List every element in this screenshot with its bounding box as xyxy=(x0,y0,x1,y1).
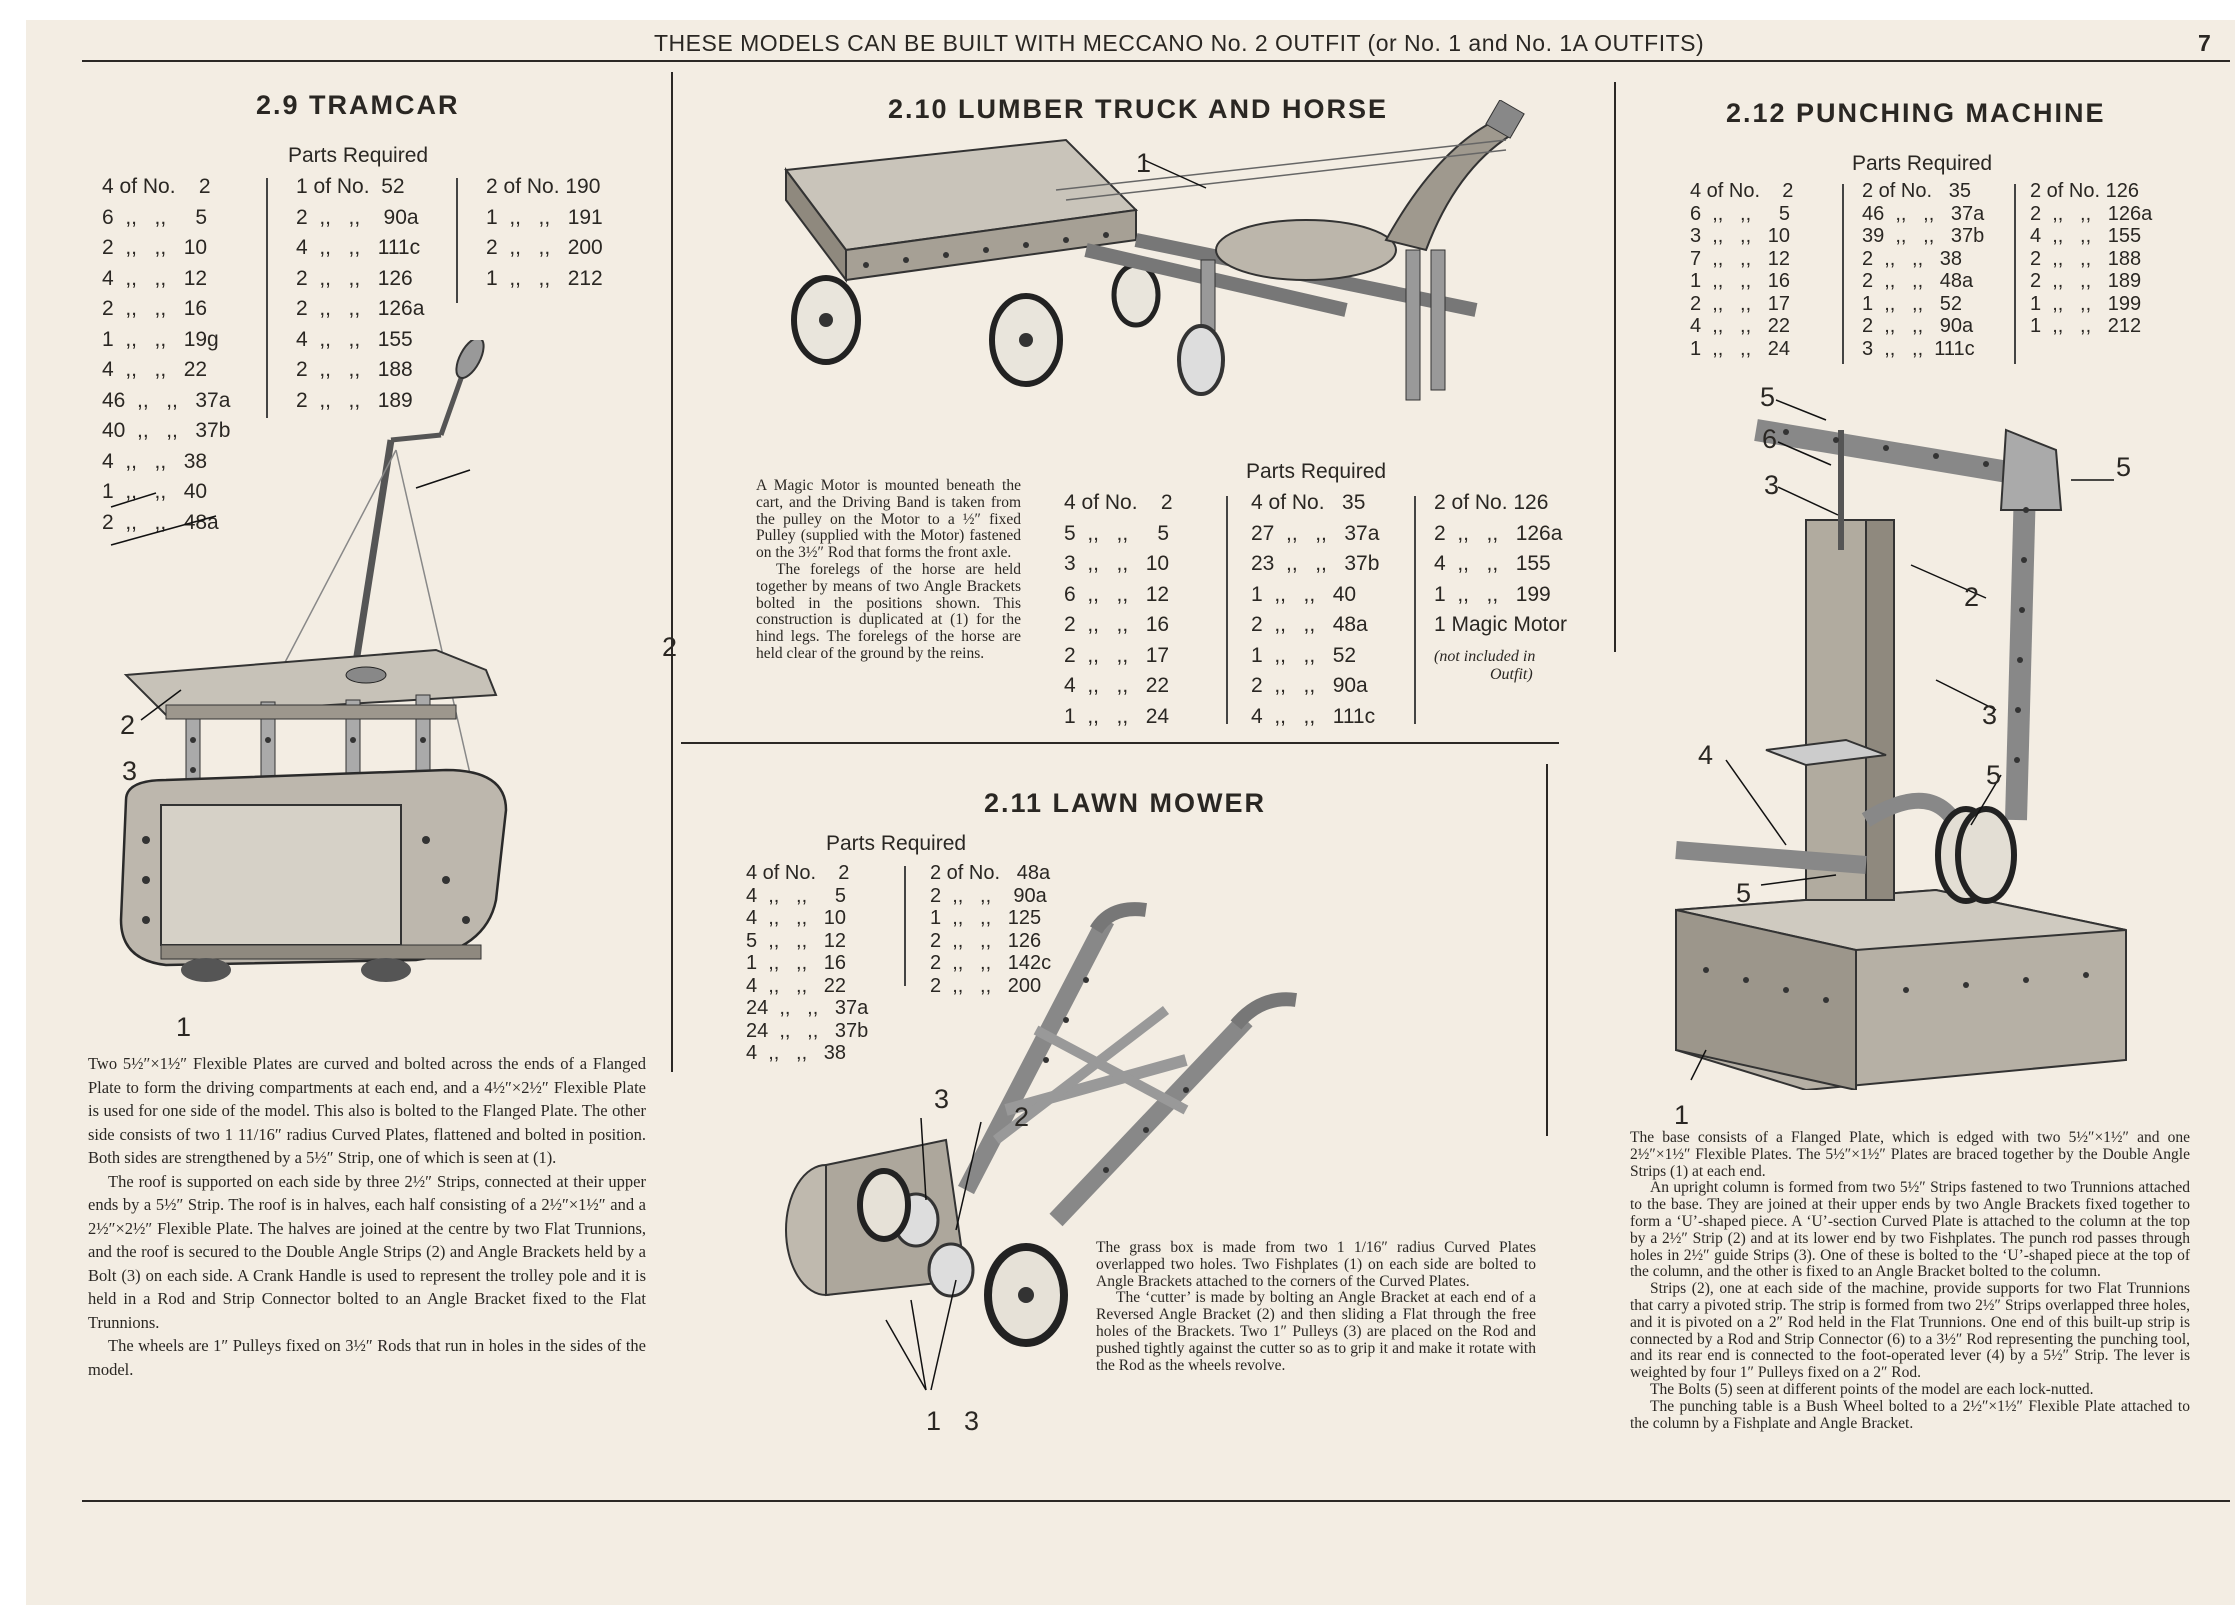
tramcar-title: 2.9 TRAMCAR xyxy=(256,90,460,120)
lumber-paragraph: A Magic Motor is mounted beneath the cart, and the Driving Band is taken from the pulley on the Motor to a ½″ fixed Pulley (supplied with the Motor) fastened on the 3½″ Rod that forms the front axle. xyxy=(756,477,1021,562)
lumber-parts-heading: Parts Required xyxy=(1246,460,1387,483)
tramcar-parts-col2: 1 of No. 52 2 ,, ,, 90a 4 ,, ,, 111c 2 ,, ,, 126 2 ,, ,, 126a 4 ,, ,, 155 2 ,, ,, 188 2 ,, ,, 189 xyxy=(296,175,425,412)
punch-callout-5c: 5 xyxy=(1986,760,2002,790)
tramcar-description xyxy=(88,1052,646,1381)
punch-title: 2.12 PUNCHING MACHINE xyxy=(1726,98,2106,128)
mower-callout-2: 2 xyxy=(1014,1102,1030,1132)
punch-parts-col1: 4 of No. 2 6 ,, ,, 5 3 ,, ,, 10 7 ,, ,, 12 1 ,, ,, 16 2 ,, ,, 17 4 ,, ,, 22 1 ,, ,, 24 xyxy=(1690,180,1794,360)
mower-paragraph: The ‘cutter’ is made by bolting an Angle Bracket at each end of a Reversed Angle Bracket (2) and then sliding a Flat through the free holes of the Brackets. Two 1″ Pulleys (3) are placed on the Rod and pushed tightly against the cutter so as to grip it and make it rotate with the Rod as the wheels revolve. xyxy=(1096,1289,1536,1374)
punch-parts-heading: Parts Required xyxy=(1852,152,1993,175)
punch-callout-6: 6 xyxy=(1762,424,1778,454)
mower-callout-1: 1 xyxy=(926,1406,942,1436)
mower-callout-3a: 3 xyxy=(934,1084,950,1114)
lumber-parts-col2: 4 of No. 35 27 ,, ,, 37a 23 ,, ,, 37b 1 ,, ,, 40 2 ,, ,, 48a 1 ,, ,, 52 2 ,, ,, 90a 4 ,, ,, 111c xyxy=(1251,491,1380,728)
punch-callout-5a: 5 xyxy=(1760,382,1776,412)
punch-paragraph: The punching table is a Bush Wheel bolted to a 2½″×1½″ Flexible Plate attached to the column by a Fishplate and Angle Bracket. xyxy=(1630,1397,2190,1432)
page-header-title: THESE MODELS CAN BE BUILT WITH MECCANO No. 2 OUTFIT (or No. 1 and No. 1A OUTFITS) xyxy=(654,30,1705,56)
punch-illustration xyxy=(1666,370,2226,1090)
tramcar-callout-2b: 2 xyxy=(120,710,136,740)
lumber-motor-note: (not included in Outfit) xyxy=(1434,648,1536,683)
lumber-paragraph: The forelegs of the horse are held together by means of two Angle Brackets bolted in the positions shown. This construction is duplicated at (1) for the hind legs. The forelegs of the horse are held clear of the ground by the reins. xyxy=(756,560,1021,662)
punch-description xyxy=(1630,1130,2190,1432)
mower-paragraph: The grass box is made from two 1 1/16″ radius Curved Plates overlapped two holes. Two Fishplates (1) on each side are bolted to Angle Brackets attached to the corners of the Curved Plates. xyxy=(1096,1239,1536,1290)
tramcar-illustration xyxy=(86,340,686,1040)
tramcar-parts-heading: Parts Required xyxy=(288,144,429,167)
lumber-parts-col3: 2 of No. 126 2 ,, ,, 126a 4 ,, ,, 155 1 ,, ,, 199 1 Magic Motor xyxy=(1434,491,1568,636)
tramcar-callout-2a: 2 xyxy=(662,632,678,662)
lumber-description xyxy=(756,478,1021,663)
punch-callout-5b: 5 xyxy=(2116,452,2132,482)
tramcar-parts-col3: 2 of No. 190 1 ,, ,, 191 2 ,, ,, 200 1 ,, ,, 212 xyxy=(486,175,603,290)
tramcar-paragraph: The roof is supported on each side by three 2½″ Strips, connected at their upper ends by a 5½″ Strip. The roof is in halves, each half consisting of a 2½″×1½″ and a 2½″×2½″ Flexible Plate. The halves are joined at the centre by two Flat Trunnions, and the roof is secured to the Double Angle Strips (2) and Angle Brackets held by a Bolt (3) on each side. A Crank Handle is used to represent the trolley pole and it is held in a Rod and Strip Connector bolted to an Angle Bracket fixed to the Flat Trunnions. xyxy=(88,1171,646,1332)
catalogue-page xyxy=(26,20,2235,1605)
punch-callout-3b: 3 xyxy=(1982,700,1998,730)
column-divider-right-bottom xyxy=(1546,764,1548,1136)
mower-parts-heading: Parts Required xyxy=(826,832,967,855)
lumber-parts-separator xyxy=(1226,496,1228,724)
punch-callout-3a: 3 xyxy=(1764,470,1780,500)
punch-parts-col2: 2 of No. 35 46 ,, ,, 37a 39 ,, ,, 37b 2 ,, ,, 38 2 ,, ,, 48a 1 ,, ,, 52 2 ,, ,, 90a 3 ,, ,, 111c xyxy=(1862,180,1985,360)
punch-parts-col3: 2 of No. 126 2 ,, ,, 126a 4 ,, ,, 155 2 ,, ,, 188 2 ,, ,, 189 1 ,, ,, 199 1 ,, ,, 212 xyxy=(2030,180,2153,337)
lumber-parts-col1: 4 of No. 2 5 ,, ,, 5 3 ,, ,, 10 6 ,, ,, 12 2 ,, ,, 16 2 ,, ,, 17 4 ,, ,, 22 1 ,, ,, 24 xyxy=(1064,491,1173,728)
tramcar-callout-1: 1 xyxy=(176,1012,192,1042)
tramcar-paragraph: Two 5½″×1½″ Flexible Plates are curved and bolted across the ends of a Flanged Plate to form the driving compartments at each end, and a 4½″×2½″ Flexible Plate is used for one side of the model. This also is bolted to the Flanged Plate. The other side consists of two 1 11/16″ radius Curved Plates, flattened and bolted in position. Both sides are strengthened by a 5½″ Strip, one of which is seen at (1). xyxy=(88,1054,646,1167)
punch-parts-separator xyxy=(2014,184,2016,364)
mower-parts-col2: 2 of No. 48a 2 ,, ,, 90a 1 ,, ,, 125 2 ,, ,, 126 2 ,, ,, 142c 2 ,, ,, 200 xyxy=(930,862,1052,997)
tramcar-paragraph: The wheels are 1″ Pulleys fixed on 3½″ Rods that run in holes in the sides of the model. xyxy=(88,1336,646,1379)
tramcar-parts-col1: 4 of No. 2 6 ,, ,, 5 2 ,, ,, 10 4 ,, ,, 12 2 ,, ,, 16 1 ,, ,, 19g 4 ,, ,, 22 46 ,, ,, 37a 40 ,, ,, 37b 4 ,, ,, 38 1 ,, ,, 40 2 ,, ,, 48a xyxy=(102,175,231,534)
mower-title: 2.11 LAWN MOWER xyxy=(984,788,1267,818)
punch-paragraph: An upright column is formed from two 5½″ Strips fastened to two Trunnions attached to the base. They are joined at their upper ends by two Angle Brackets fixed together to form a ‘U’-shaped piece. A ‘U’-section Curved Plate is attached to the column at the top by a 2½″ Strip (2) and at its lower end by two Fishplates. The punch rod passes through holes in 2½″ guide Strips (3). One of these is bolted to the ‘U’-shaped piece at the top of the column, and the other is fixed to an Angle Bracket bolted to the column. xyxy=(1630,1179,2190,1281)
tramcar-parts-separator xyxy=(456,178,458,303)
page-number: 7 xyxy=(2198,30,2211,56)
punch-paragraph: Strips (2), one at each side of the machine, provide supports for two Flat Trunnions that carry a pivoted strip. The strip is formed from two 2½″ Strips overlapped three holes, and it is pivoted on a 2″ Rod held in the Flat Trunnions. One end of this built-up strip is connected by a Rod and Strip Connector (6) to a 3½″ Rod representing the punching tool, and its rear end is connected to the foot-operated lever (4) by a 5½″ Strip. The lever is weighted by four 1″ Pulleys fixed on a 2″ Rod. xyxy=(1630,1280,2190,1382)
punch-parts-separator xyxy=(1842,184,1844,364)
punch-paragraph: The Bolts (5) seen at different points of the model are each lock-nutted. xyxy=(1650,1380,2094,1398)
tramcar-callout-3: 3 xyxy=(122,756,138,786)
punch-callout-2: 2 xyxy=(1964,582,1980,612)
lumber-title: 2.10 LUMBER TRUCK AND HORSE xyxy=(888,94,1389,124)
column-divider-right-top xyxy=(1614,82,1616,652)
mower-description xyxy=(1096,1240,1536,1374)
section-divider-middle xyxy=(681,742,1559,744)
punch-callout-5d: 5 xyxy=(1736,878,1752,908)
lumber-callout-1: 1 xyxy=(1136,148,1152,178)
footer-rule xyxy=(82,1500,2230,1502)
punch-callout-4: 4 xyxy=(1698,740,1714,770)
lumber-illustration xyxy=(736,100,1596,460)
lumber-parts-separator xyxy=(1414,496,1416,724)
punch-paragraph: The base consists of a Flanged Plate, which is edged with two 5½″×1½″ and one 2½″×1½″ Flexible Plates. The 5½″×1½″ Plates are braced together by the Double Angle Strips (1) at each end. xyxy=(1630,1129,2190,1180)
mower-parts-col1: 4 of No. 2 4 ,, ,, 5 4 ,, ,, 10 5 ,, ,, 12 1 ,, ,, 16 4 ,, ,, 22 24 ,, ,, 37a 24 ,, ,, 37b 4 ,, ,, 38 xyxy=(746,862,869,1064)
punch-callout-1: 1 xyxy=(1674,1100,1690,1130)
header-rule xyxy=(82,60,2230,62)
mower-callout-3b: 3 xyxy=(964,1406,980,1436)
